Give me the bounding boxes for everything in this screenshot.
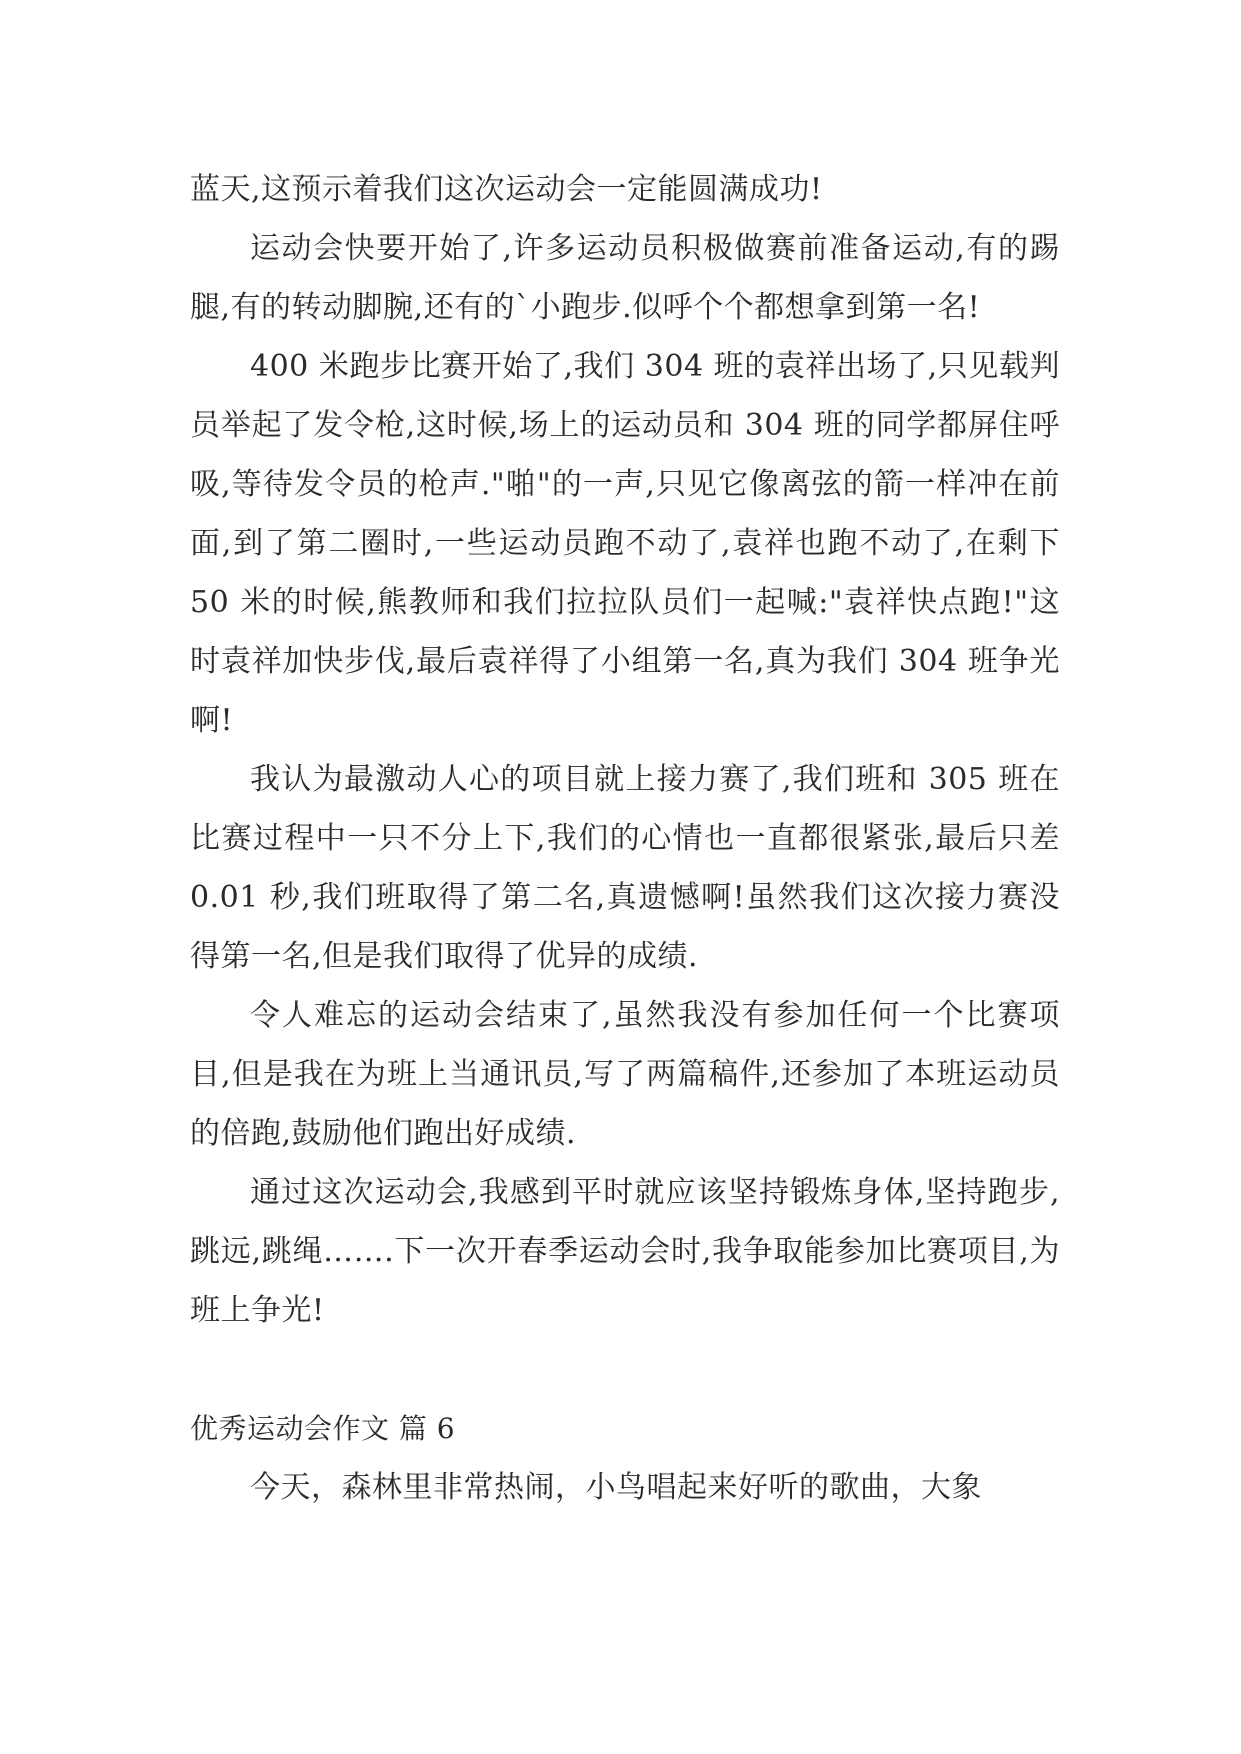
section-title: 优秀运动会作文 篇 6 xyxy=(190,1412,456,1445)
paragraph-continuation: 蓝天,这预示着我们这次运动会一定能圆满成功! xyxy=(190,172,823,207)
document-body xyxy=(190,160,1060,1517)
paragraph-400m-race: 400 米跑步比赛开始了,我们 304 班的袁祥出场了,只见载判员举起了发令枪,这时候,场上的运动员和 304 班的同学都屏住呼吸,等待发令员的枪声."啪"的一声,只见它像离弦的箭一样冲在前面,到了第二圈时,一些运动员跑不动了,袁祥也跑不动了,在剩下 50 米的时候,熊教师和我们拉拉队员们一起喊:"袁祥快点跑!"这时袁祥加快步伐,最后袁祥得了小组第一名,真为我们 304 班争光啊! xyxy=(190,349,1060,738)
section-first-paragraph: 今天，森林里非常热闹，小鸟唱起来好听的歌曲，大象 xyxy=(250,1470,982,1505)
paragraph-relay-race: 我认为最激动人心的项目就上接力赛了,我们班和 305 班在比赛过程中一只不分上下,我们的心情也一直都很紧张,最后只差 0.01 秒,我们班取得了第二名,真遗憾啊!虽然我们这次接力赛没得第一名,但是我们取得了优异的成绩. xyxy=(190,762,1060,974)
paragraph-conclusion: 通过这次运动会,我感到平时就应该坚持锻炼身体,坚持跑步,跳远,跳绳…….下一次开春季运动会时,我争取能参加比赛项目,为班上争光! xyxy=(190,1175,1060,1328)
paragraph-ending: 令人难忘的运动会结束了,虽然我没有参加任何一个比赛项目,但是我在为班上当通讯员,写了两篇稿件,还参加了本班运动员的倍跑,鼓励他们跑出好成绩. xyxy=(190,998,1060,1151)
paragraph-warmup: 运动会快要开始了,许多运动员积极做赛前准备运动,有的踢腿,有的转动脚腕,还有的`小跑步.似呼个个都想拿到第一名! xyxy=(190,231,1060,325)
